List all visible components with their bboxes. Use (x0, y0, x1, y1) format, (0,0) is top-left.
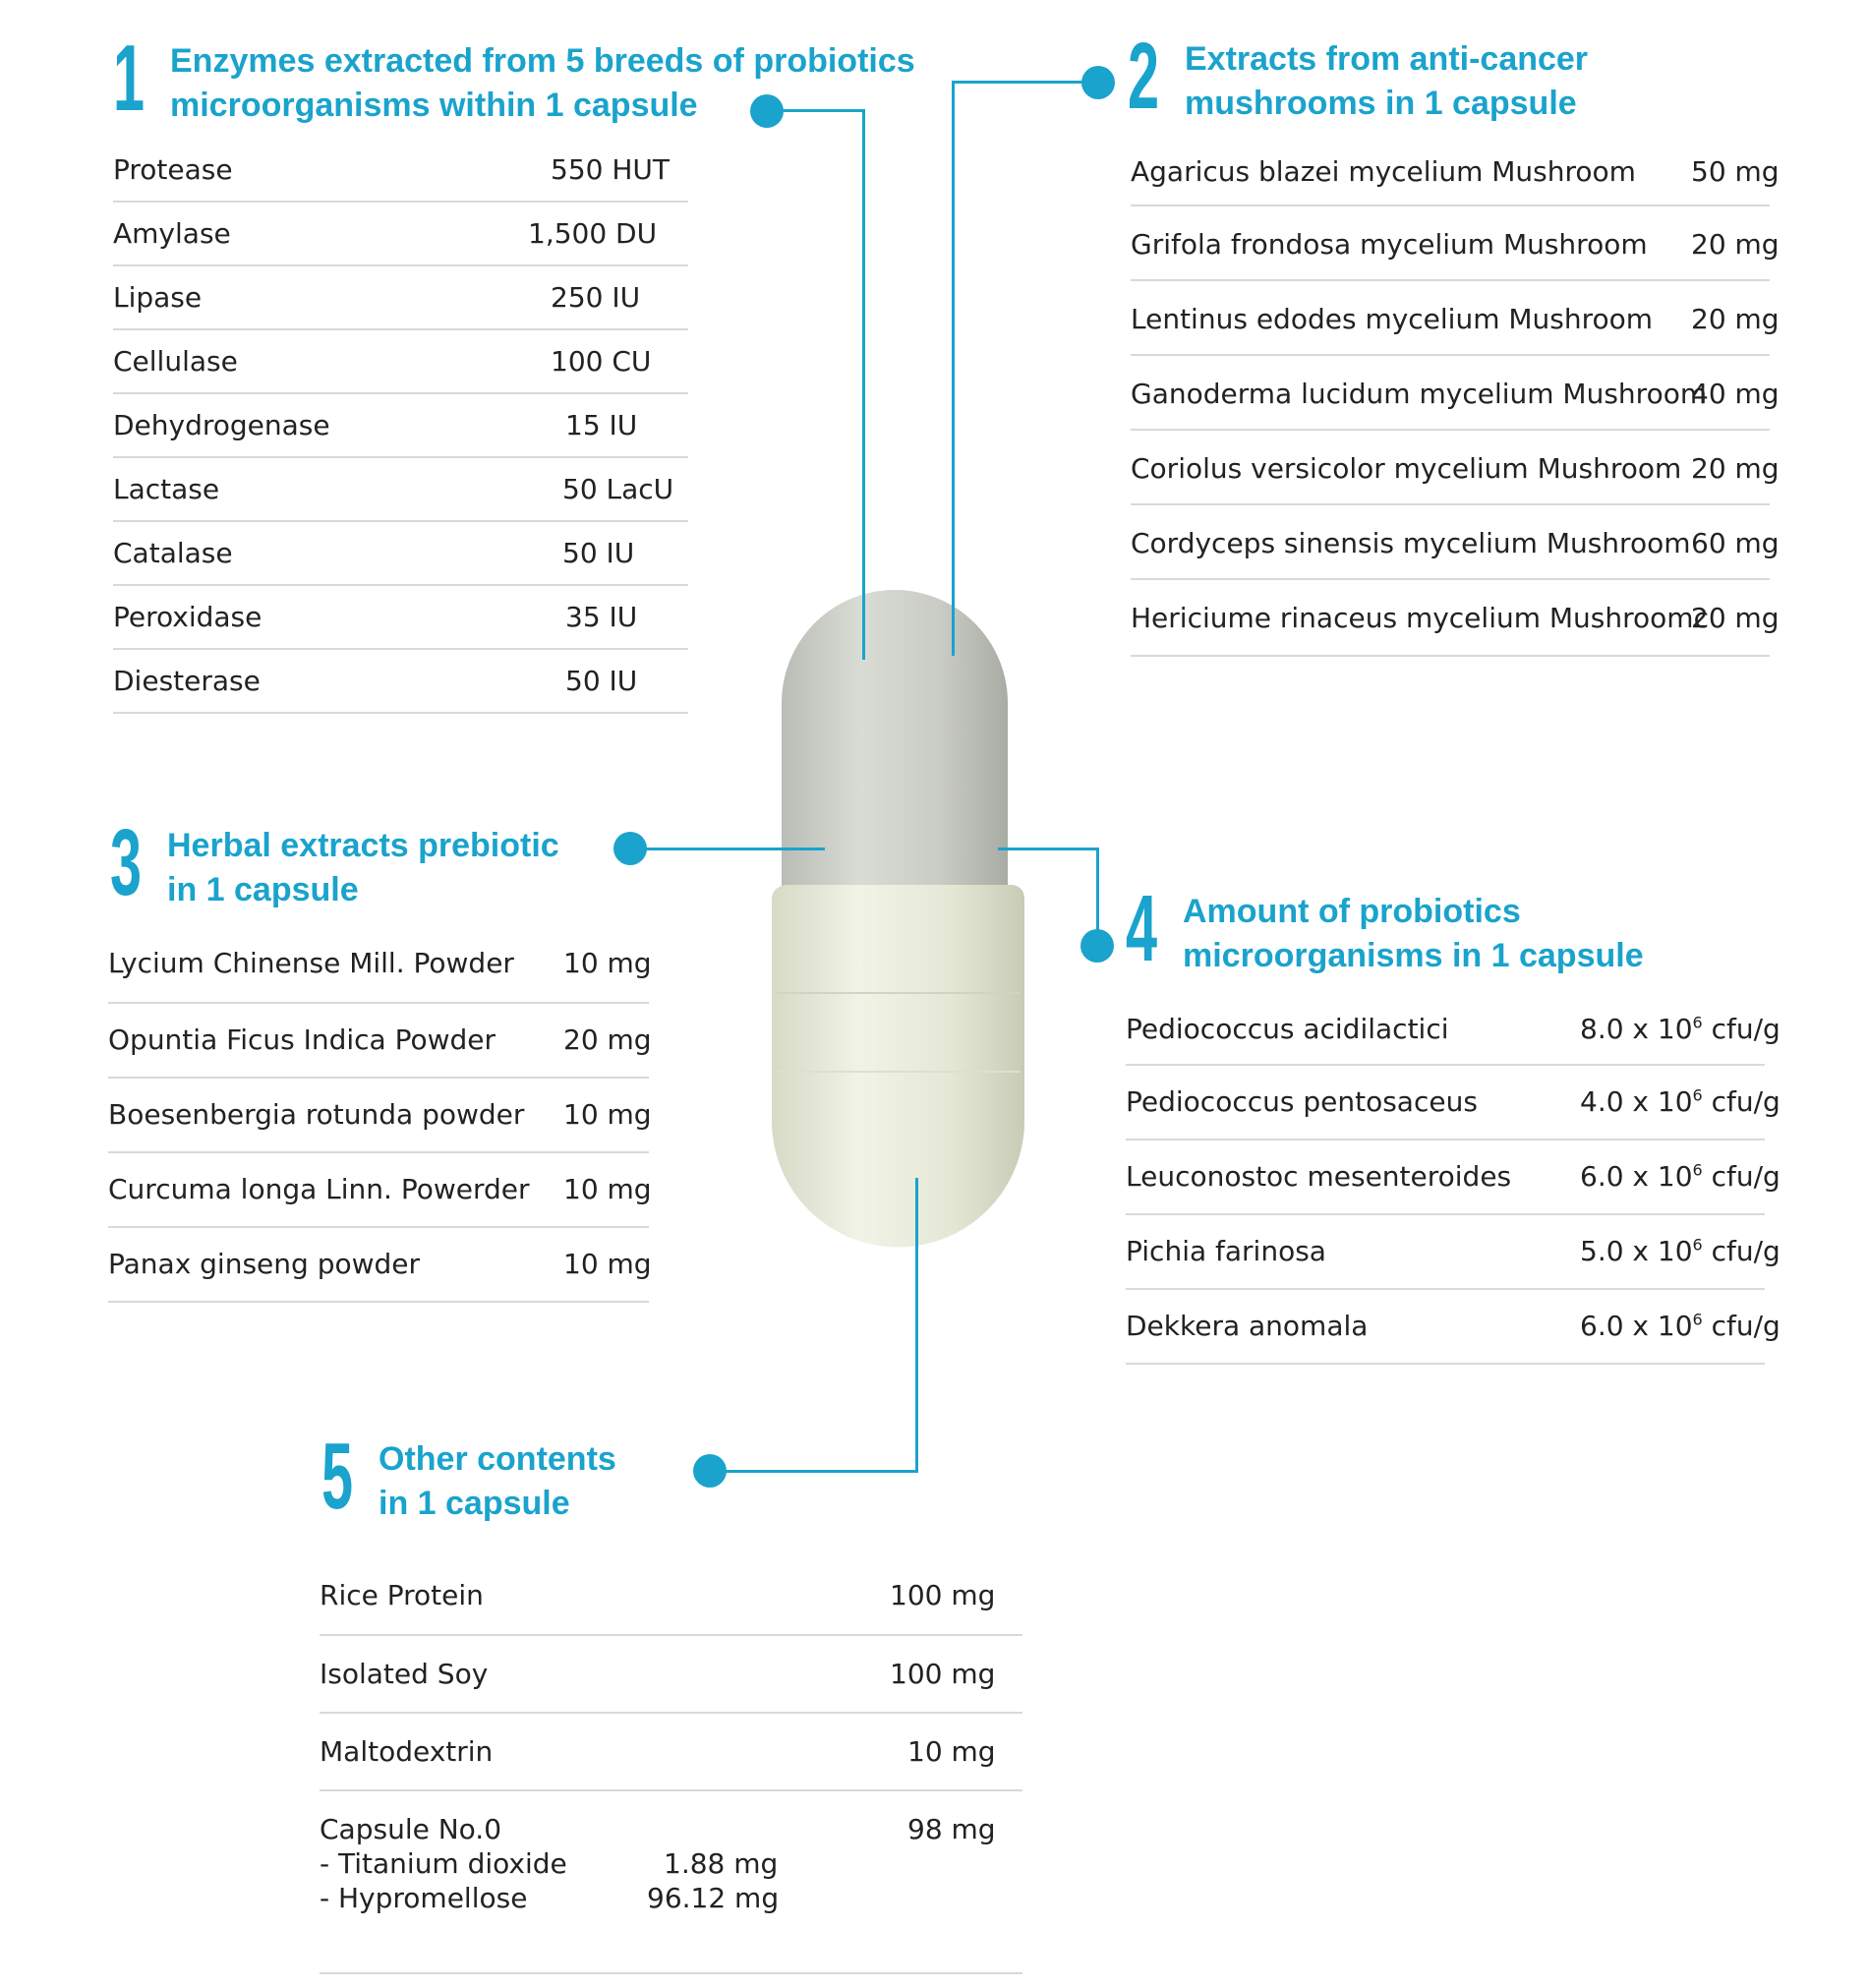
table-row (108, 939, 652, 1004)
item-value: 1,500 DU (528, 217, 658, 250)
item-value: 40 mg (1691, 378, 1780, 410)
value-mantissa: 8.0 x 10 (1580, 1013, 1693, 1045)
section-5-title (379, 1437, 616, 1526)
item-value: 20 mg (1691, 303, 1780, 335)
table-row (1126, 1290, 1780, 1365)
value-exponent: 6 (1692, 1235, 1703, 1255)
item-value: 20 mg (1691, 452, 1780, 485)
table-row (108, 1079, 652, 1153)
item-value: 20 mg (1691, 602, 1780, 634)
table-row (108, 1153, 652, 1228)
value-exponent: 6 (1692, 1085, 1703, 1105)
section-1-header (113, 26, 915, 131)
section-3-number: 3 (110, 810, 143, 915)
item-value: 50 IU (562, 537, 635, 569)
item-value (1580, 1310, 1780, 1342)
section-2-table (1131, 146, 1780, 657)
connector-dot-5 (693, 1454, 727, 1488)
table-row (320, 1571, 1022, 1636)
table-row (108, 1228, 652, 1303)
table-row (108, 1004, 652, 1079)
section-4-title (1183, 890, 1644, 978)
section-3-table (108, 939, 652, 1303)
item-value: 10 mg (907, 1735, 996, 1768)
item-value (1580, 1013, 1780, 1045)
connector-line-5v (915, 1178, 918, 1473)
item-name: Maltodextrin (320, 1735, 494, 1768)
value-exponent: 6 (1692, 1310, 1703, 1329)
connector-line-5h (708, 1470, 918, 1473)
item-name: Boesenbergia rotunda powder (108, 1098, 525, 1131)
table-row (1131, 431, 1780, 505)
value-unit: cfu/g (1702, 1085, 1780, 1118)
item-value: 50 IU (565, 665, 638, 697)
sub-item-value: 96.12 mg (647, 1882, 780, 1914)
item-value: 15 IU (565, 409, 638, 441)
value-mantissa: 5.0 x 10 (1580, 1235, 1693, 1267)
section-5-title-line2: in 1 capsule (379, 1485, 570, 1522)
value-mantissa: 6.0 x 10 (1580, 1160, 1693, 1193)
item-value: 10 mg (563, 947, 652, 979)
item-name: Lentinus edodes mycelium Mushroom (1131, 303, 1654, 335)
item-value: 20 mg (563, 1023, 652, 1056)
table-row (113, 146, 688, 203)
table-row (1126, 1005, 1780, 1066)
section-2-title-line2: mushrooms in 1 capsule (1185, 85, 1577, 122)
item-name: Lipase (113, 281, 203, 314)
item-name: Amylase (113, 217, 231, 250)
table-row (113, 522, 688, 586)
item-name: Rice Protein (320, 1579, 484, 1611)
value-exponent: 6 (1692, 1013, 1703, 1032)
capsule-image (767, 570, 1032, 1268)
section-4-header (1126, 876, 1644, 981)
item-name: Peroxidase (113, 601, 263, 633)
section-1-title-line2: microorganisms within 1 capsule (170, 87, 698, 124)
item-name: Pediococcus pentosaceus (1126, 1085, 1478, 1118)
section-2-title (1185, 37, 1588, 126)
connector-line-2h (952, 81, 1089, 84)
item-name: Capsule No.0 (320, 1813, 502, 1845)
item-name: Pichia farinosa (1126, 1235, 1326, 1267)
item-value: 50 mg (1691, 155, 1780, 188)
item-name: Agaricus blazei mycelium Mushroom (1131, 155, 1636, 188)
item-value: 35 IU (565, 601, 638, 633)
item-name: Coriolus versicolor mycelium Mushroom (1131, 452, 1682, 485)
item-value: 20 mg (1691, 228, 1780, 261)
item-value: 100 CU (551, 345, 652, 378)
item-value (1580, 1085, 1780, 1118)
item-value (1580, 1160, 1780, 1193)
section-3-title-line1: Herbal extracts prebiotic (167, 827, 559, 864)
section-5-table (320, 1571, 1022, 1974)
item-name: Pediococcus acidilactici (1126, 1013, 1449, 1045)
section-5-header (321, 1424, 616, 1529)
item-value: 250 IU (551, 281, 641, 314)
connector-line-1v (862, 109, 865, 660)
section-1-number: 1 (113, 26, 146, 131)
item-name: Dekkera anomala (1126, 1310, 1369, 1342)
table-row (1131, 505, 1780, 580)
item-name: Catalase (113, 537, 233, 569)
table-row (1131, 356, 1780, 431)
table-row (1126, 1215, 1780, 1290)
item-name: Curcuma longa Linn. Powerder (108, 1173, 530, 1205)
item-name: Lycium Chinense Mill. Powder (108, 947, 514, 979)
connector-line-4h (998, 848, 1099, 850)
item-name: Hericiume rinaceus mycelium Mushroomc (1131, 602, 1709, 634)
section-4-title-line1: Amount of probiotics (1183, 893, 1521, 930)
item-value: 50 LacU (562, 473, 674, 505)
table-row (113, 650, 688, 714)
item-name: Ganoderma lucidum mycelium Mushroom (1131, 378, 1708, 410)
item-name: Opuntia Ficus Indica Powder (108, 1023, 496, 1056)
item-value: 10 mg (563, 1098, 652, 1131)
section-3-title-line2: in 1 capsule (167, 871, 359, 908)
value-unit: cfu/g (1702, 1235, 1780, 1267)
item-value: 10 mg (563, 1173, 652, 1205)
table-row (320, 1714, 1022, 1791)
section-4-number: 4 (1126, 876, 1158, 981)
sub-item-name: - Hypromellose (320, 1882, 528, 1914)
value-unit: cfu/g (1702, 1013, 1780, 1045)
item-value: 10 mg (563, 1248, 652, 1280)
item-value (1580, 1235, 1780, 1267)
table-row (1131, 281, 1780, 356)
section-2-title-line1: Extracts from anti-cancer (1185, 40, 1589, 78)
section-2-number: 2 (1128, 24, 1160, 129)
table-row (320, 1636, 1022, 1714)
item-name: Dehydrogenase (113, 409, 330, 441)
section-4-title-line2: microorganisms in 1 capsule (1183, 937, 1644, 974)
table-row (113, 203, 688, 266)
item-name: Cellulase (113, 345, 238, 378)
table-row (113, 586, 688, 650)
item-name: Grifola frondosa mycelium Mushroom (1131, 228, 1648, 261)
table-row (1126, 1066, 1780, 1140)
table-row (113, 458, 688, 522)
table-row (1131, 580, 1780, 657)
section-1-table (113, 146, 688, 714)
section-1-title (170, 39, 915, 128)
item-value: 60 mg (1691, 527, 1780, 559)
table-row (113, 330, 688, 394)
section-2-header (1128, 24, 1589, 129)
table-row (1131, 146, 1780, 206)
table-row (1126, 1140, 1780, 1215)
item-name: Lactase (113, 473, 220, 505)
section-3-title (167, 824, 559, 912)
value-unit: cfu/g (1702, 1160, 1780, 1193)
table-row (113, 266, 688, 330)
value-mantissa: 4.0 x 10 (1580, 1085, 1693, 1118)
connector-dot-4 (1080, 929, 1114, 963)
sub-item-name: - Titanium dioxide (320, 1847, 567, 1880)
section-5-title-line1: Other contents (379, 1440, 616, 1478)
section-3-header (110, 810, 559, 915)
item-name: Leuconostoc mesenteroides (1126, 1160, 1512, 1193)
value-unit: cfu/g (1702, 1310, 1780, 1342)
table-row (320, 1791, 1022, 1974)
item-name: Diesterase (113, 665, 261, 697)
section-5-number: 5 (321, 1424, 354, 1529)
section-1-title-line1: Enzymes extracted from 5 breeds of probiotics (170, 42, 915, 80)
item-value: 550 HUT (551, 153, 670, 186)
connector-line-3h (630, 848, 825, 850)
value-mantissa: 6.0 x 10 (1580, 1310, 1693, 1342)
item-name: Isolated Soy (320, 1658, 489, 1690)
connector-line-2v (952, 81, 955, 656)
item-name: Cordyceps sinensis mycelium Mushroom (1131, 527, 1691, 559)
item-name: Panax ginseng powder (108, 1248, 421, 1280)
sub-item-value: 1.88 mg (664, 1847, 779, 1880)
item-value: 100 mg (890, 1658, 996, 1690)
value-exponent: 6 (1692, 1160, 1703, 1180)
item-value: 100 mg (890, 1579, 996, 1611)
table-row (1131, 206, 1780, 281)
item-value: 98 mg (907, 1813, 996, 1845)
table-row (113, 394, 688, 458)
item-name: Protease (113, 153, 233, 186)
section-4-table (1126, 1005, 1780, 1365)
